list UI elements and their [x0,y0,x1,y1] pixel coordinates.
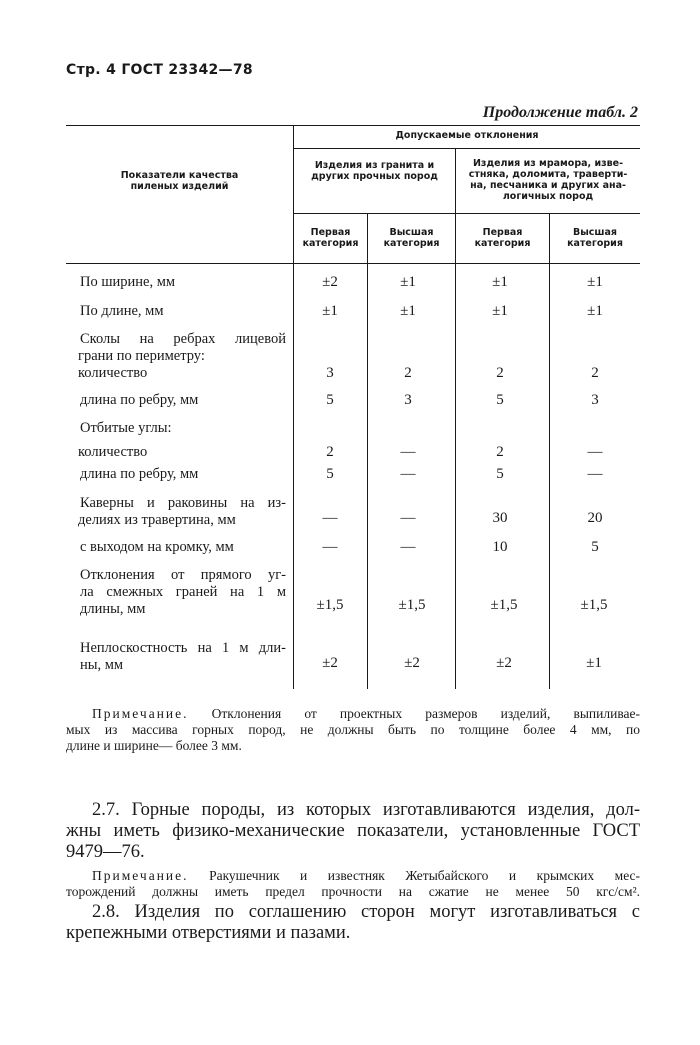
row-label-width: По ширине, мм [80,274,176,290]
row-cell: ±2 [404,655,420,671]
row-cell: ±1 [400,274,416,290]
row-label-count: количество [78,444,148,460]
row-label-chip-length: длина по ребру, мм [80,392,199,408]
header-allowed-deviations: Допускаемые отклонения [395,130,539,141]
row-cell: ±1 [586,655,602,671]
row-cell: ±1 [492,303,508,319]
row-cell: ±1 [322,303,338,319]
table-note: Примечание. Отклонения от проектных размеров изделий, выпиливае- мых из массива горных пород, не должны быть по толщине более 4 мм, по длине и ширине— более 3 мм. [66,706,640,753]
row-cell: — [322,539,338,555]
row-cell: — [400,444,416,460]
table-continuation-label: Продолжение табл. 2 [482,104,638,121]
row-cell: 30 [492,510,508,526]
header-marble-products: Изделия из мрамора, изве- стняка, доломита, траверти- на, песчаника и других ана- логичных пород [468,158,628,202]
row-cell: 20 [587,510,603,526]
row-label-cavities: Каверны и раковины на из- делиях из травертина, мм [78,495,286,528]
row-cell: — [400,466,416,482]
row-cell: 10 [492,539,508,555]
row-cell: — [400,510,416,526]
paragraph-2-8: 2.8. Изделия по соглашению сторон могут изготавливаться с крепежными отверстиями и пазами. [66,902,640,943]
row-cell: ±1 [587,303,603,319]
row-cell: — [322,510,338,526]
row-cell: 5 [326,466,334,482]
row-label-broken-corners: Отбитые углы: [80,420,172,436]
row-cell: 2 [404,365,412,381]
row-label-chips: Сколы на ребрах лицевой грани по периметру: количество [78,331,286,381]
row-cell: — [400,539,416,555]
row-cell: — [587,444,603,460]
header-first-category-marble: Первая категория [474,227,531,249]
header-highest-category-granite: Высшая категория [383,227,440,249]
page-header: Стр. 4 ГОСТ 23342—78 [66,62,253,78]
header-highest-category-marble: Высшая категория [567,227,623,249]
paragraph-2-7: 2.7. Горные породы, из которых изготавливаются изделия, дол- жны иметь физико-механические показатели, установленные ГОСТ 9479—76. [66,800,640,862]
row-label-corner-length: длина по ребру, мм [80,466,199,482]
row-cell: 5 [326,392,334,408]
row-label-length: По длине, мм [80,303,164,319]
row-cell: 5 [591,539,599,555]
row-label-edge-exit: с выходом на кромку, мм [80,539,234,555]
row-cell: 2 [496,365,504,381]
row-cell: 2 [591,365,599,381]
row-cell: ±1,5 [490,597,518,613]
material-note: Примечание. Ракушечник и известняк Жетыбайского и крымских мес- торождений должны иметь предел прочности на сжатие не менее 50 кгс/см². [66,868,641,899]
row-cell: 5 [496,392,504,408]
row-cell: ±1,5 [316,597,344,613]
row-label-flatness: Неплоскостность на 1 м дли- ны, мм [80,640,286,673]
row-cell: 2 [326,444,334,460]
row-cell: — [587,466,603,482]
header-granite-products: Изделия из гранита и других прочных пород [311,160,438,182]
row-cell: ±2 [496,655,512,671]
row-cell: ±1 [400,303,416,319]
row-cell: ±2 [322,274,338,290]
header-quality-indicators: Показатели качества пиленых изделий [120,170,239,192]
row-cell: 3 [591,392,599,408]
row-cell: ±1 [492,274,508,290]
row-cell: 3 [404,392,412,408]
row-cell: ±1,5 [398,597,426,613]
row-label-right-angle: Отклонения от прямого уг- ла смежных граней на 1 м длины, мм [80,567,286,617]
row-cell: 3 [326,365,334,381]
header-first-category-granite: Первая категория [302,227,359,249]
row-cell: ±1,5 [580,597,608,613]
row-cell: ±2 [322,655,338,671]
row-cell: ±1 [587,274,603,290]
row-cell: 5 [496,466,504,482]
row-cell: 2 [496,444,504,460]
